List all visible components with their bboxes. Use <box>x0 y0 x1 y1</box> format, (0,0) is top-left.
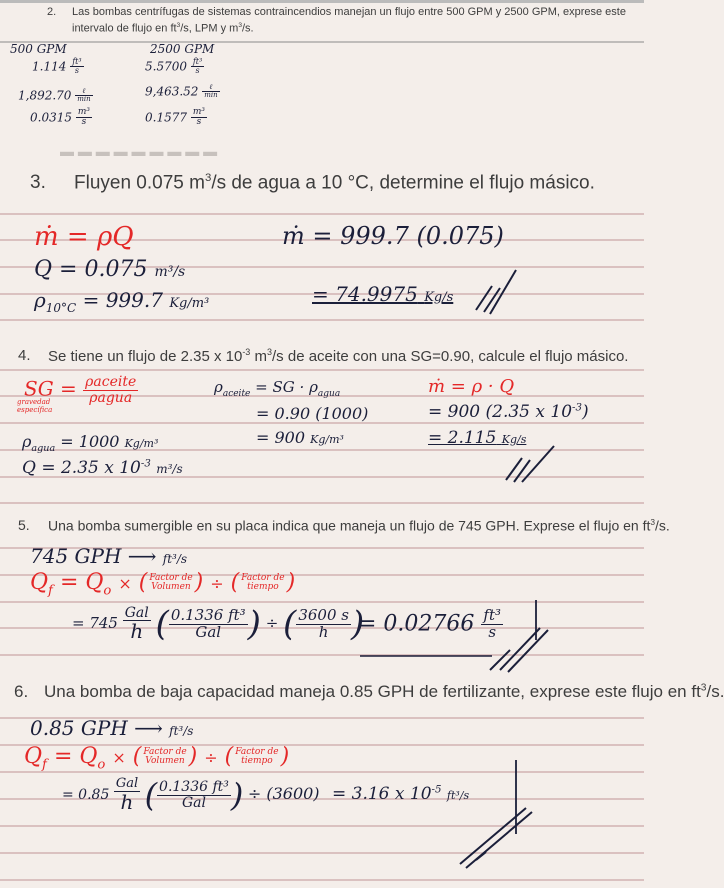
q6-calculation: = 0.85 $\frac{\text{Gal}}{h}$ ( $\frac{\text{0.1336 ft³}}{\text{Gal}}$ ) ÷ (3600) <box>62 776 320 814</box>
question-6-text: Una bomba de baja capacidad maneja 0.85 GPH de fertilizante, exprese este flujo en $ft^3/s$. <box>44 682 724 701</box>
q4-rho-agua: $\rho_{agua} = 1000$ Kg/m³ <box>22 432 159 455</box>
q5-result: = 0.02766 $\frac{\text{ft³}}{s}$ <box>358 606 501 641</box>
q6-result: = 3.16 x $10^{-5}$ ft³/s <box>332 784 470 804</box>
q2-col2-gpm: 2500 GPM <box>150 42 215 56</box>
q5-result-checkmark <box>360 600 550 675</box>
question-5-number: 5. <box>18 517 30 533</box>
q4-m-formula: ṁ = ρ · Q <box>428 376 515 397</box>
q4-rho-aceite: $\rho_{aceite}$ = SG · $\rho_{agua}$ <box>214 378 341 399</box>
q4-sg-definition: SG = $\frac{\text{ρaceite}}{\text{ρagua}}$ <box>24 374 137 406</box>
question-4-text: Se tiene un flujo de 2.35 x $10^{-3}$ $m^3/s$ de aceite con una SG=0.90, calcule el flujo másico. <box>48 347 629 365</box>
q5-conversion-formula: $Q_f = Q_o$ × ( Factor de Volumen ) ÷ ( Factor de tiempo ) <box>30 570 296 599</box>
q4-result-checkmark <box>500 440 560 484</box>
question-5-text: Una bomba sumergible en su placa indica que maneja un flujo de 745 GPH. Exprese el flujo en $ft^3/s$. <box>48 517 670 534</box>
question-3-number: 3. <box>30 172 46 193</box>
q4-q-value: Q = 2.35 x $10^{-3}$ m³/s <box>22 458 183 478</box>
q4-rho-step2: = 0.90 (1000) <box>256 404 369 423</box>
q3-rho-value: $\rho_{10^\circ C} = 999.7$ Kg/m³ <box>34 288 210 315</box>
question-3-text: Fluyen 0.075 $m^3/s$ de agua a 10 °C, determine el flujo másico. <box>74 172 595 194</box>
q2-col1-ft3s: 1.114 $\frac{\text{ft³}}{s}$ <box>32 57 82 76</box>
q4-rho-step3: = 900 Kg/m³ <box>256 428 344 447</box>
q2-col1-lpm: 1,892.70 $\frac{\text{ℓ}}{\min}$ <box>18 87 91 104</box>
question-2-text-line1: Las bombas centrífugas de sistemas contraincendios manejan un flujo entre 500 GPM y 2500 GPM, exprese este <box>72 6 626 18</box>
question-4-number: 4. <box>18 347 31 364</box>
q4-m-step: = 900 (2.35 x $10^{-3}$) <box>428 402 589 422</box>
q3-result-checkmark <box>470 266 520 318</box>
q4-result: = 2.115 Kg/s <box>428 428 527 448</box>
q2-col1-m3s: 0.0315 $\frac{\text{m³}}{s}$ <box>30 107 90 128</box>
q2-col2-ft3s: 5.5700 $\frac{\text{ft³}}{s}$ <box>145 57 203 76</box>
question-2-text-line2: intervalo de flujo en $ft^3/s$, LPM y $m^3/s$. <box>72 22 254 35</box>
q6-line1: 0.85 GPH ⟶ ft³/s <box>30 716 194 740</box>
q3-m-expression: ṁ = 999.7 (0.075) <box>282 222 504 250</box>
q3-q-value: Q = 0.075 m³/s <box>34 257 186 282</box>
q2-col2-lpm: 9,463.52 $\frac{\text{ℓ}}{\min}$ <box>145 83 218 100</box>
q6-conversion-formula: $Q_f = Q_o$ × ( Factor de Volumen ) ÷ ( Factor de tiempo ) <box>24 744 290 773</box>
q2-col2-m3s: 0.1577 $\frac{\text{m³}}{s}$ <box>145 107 205 128</box>
faded-printed-text: ▬ ▬ ▬ ▬ ▬ ▬ ▬ ▬ ▬ <box>60 143 218 159</box>
q5-line1: 745 GPH ⟶ ft³/s <box>30 544 188 568</box>
q3-result: = 74.9975 Kg/s <box>312 282 454 306</box>
q6-result-checkmark <box>440 760 560 870</box>
question-6-number: 6. <box>14 682 29 701</box>
q3-formula: ṁ = ρQ <box>34 222 134 252</box>
question-2-number: 2. <box>47 6 57 18</box>
q2-col1-gpm: 500 GPM <box>10 42 67 56</box>
q4-sg-note: gravedad específica <box>17 398 53 414</box>
q5-calculation: = 745 $\frac{\text{Gal}}{h}$ ( $\frac{\text{0.1336 ft³}}{\text{Gal}}$ ) ÷ ( $\frac{3600 s}{h}$ ) <box>72 604 365 644</box>
